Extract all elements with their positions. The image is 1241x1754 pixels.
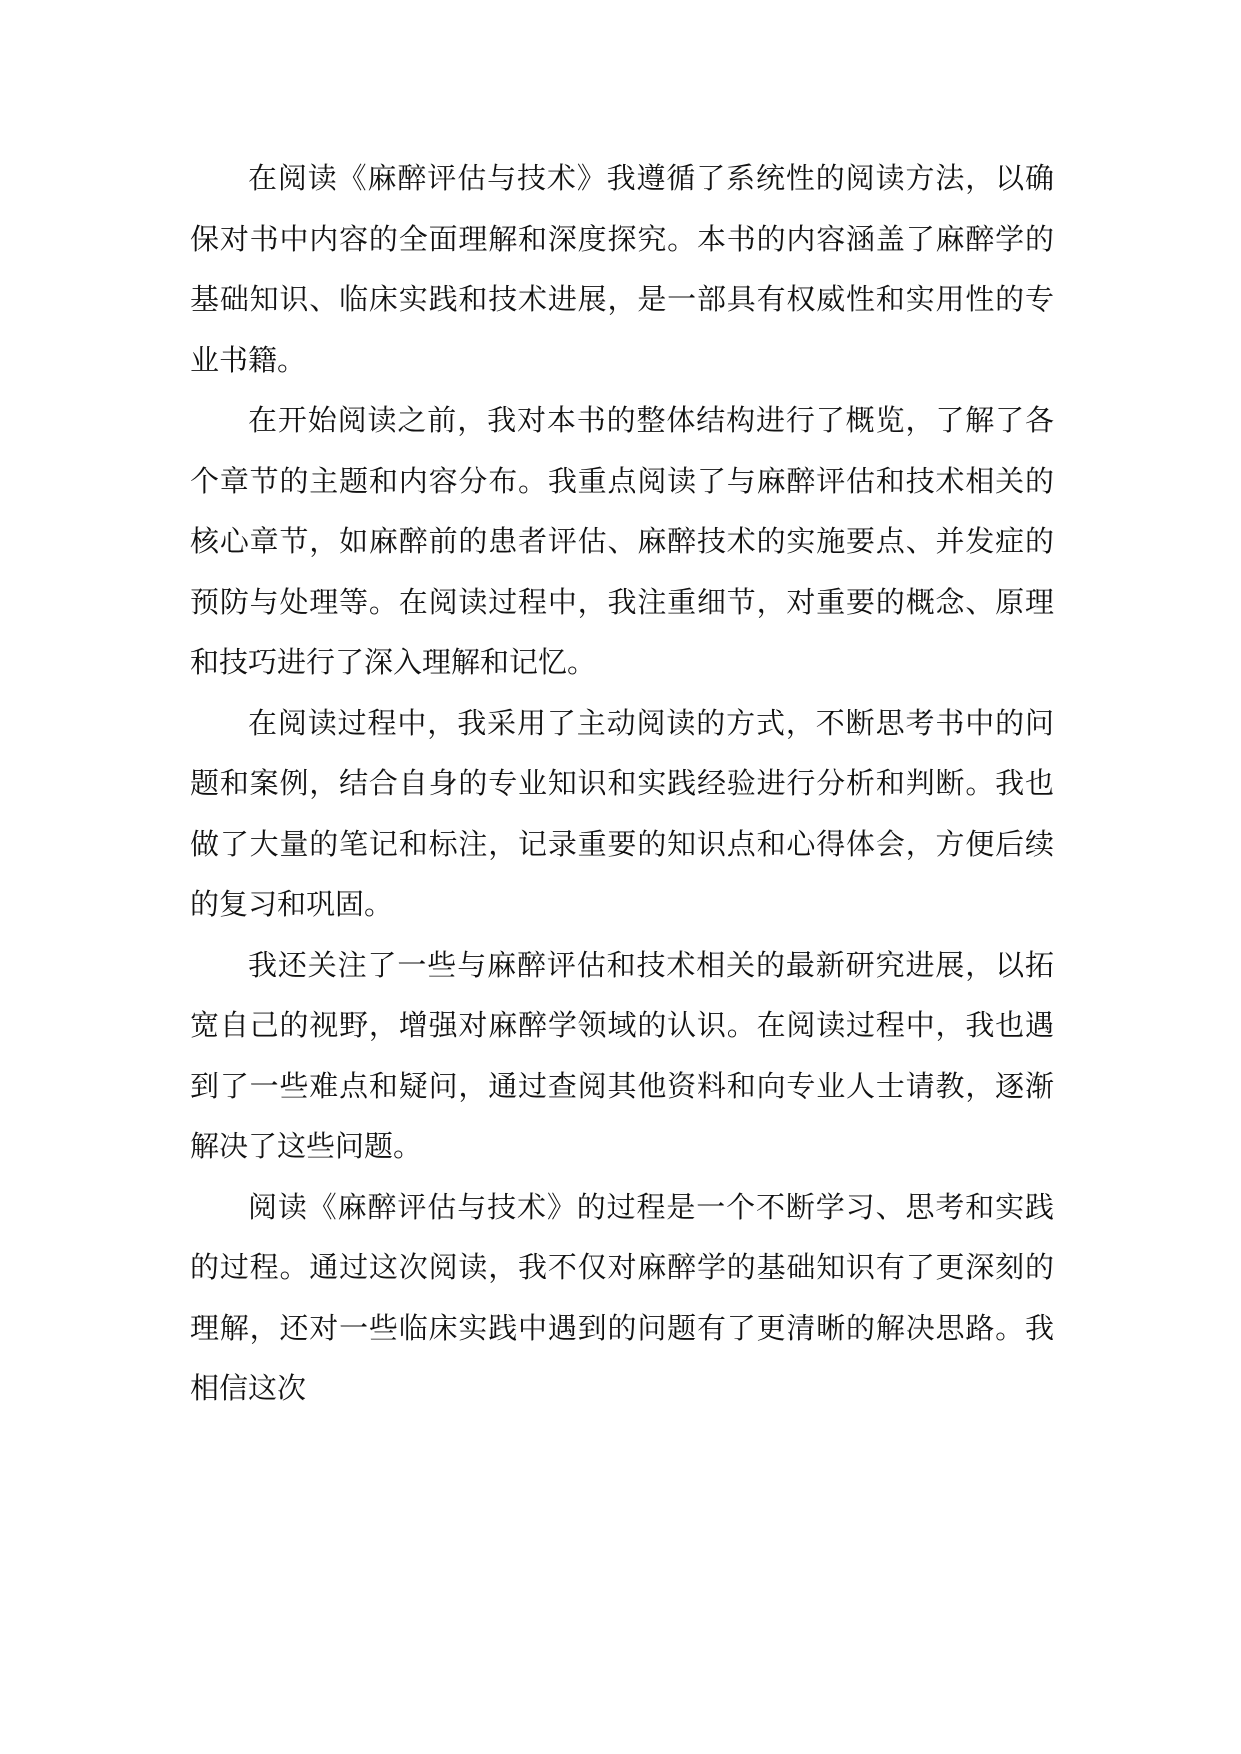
- paragraph-1: 在阅读《麻醉评估与技术》我遵循了系统性的阅读方法，以确保对书中内容的全面理解和深度探究。本书的内容涵盖了麻醉学的基础知识、临床实践和技术进展，是一部具有权威性和实用性的专业书籍。: [190, 161, 1054, 377]
- paragraph-3: 在阅读过程中，我采用了主动阅读的方式，不断思考书中的问题和案例，结合自身的专业知识和实践经验进行分析和判断。我也做了大量的笔记和标注，记录重要的知识点和心得体会，方便后续的复习和巩固。: [190, 705, 1054, 921]
- document-body: [190, 148, 1054, 1419]
- paragraph-4: 我还关注了一些与麻醉评估和技术相关的最新研究进展，以拓宽自己的视野，增强对麻醉学领域的认识。在阅读过程中，我也遇到了一些难点和疑问，通过查阅其他资料和向专业人士请教，逐渐解决了这些问题。: [190, 947, 1054, 1163]
- paragraph-5: 阅读《麻醉评估与技术》的过程是一个不断学习、思考和实践的过程。通过这次阅读，我不仅对麻醉学的基础知识有了更深刻的理解，还对一些临床实践中遇到的问题有了更清晰的解决思路。我相信这次: [190, 1189, 1054, 1405]
- paragraph-2: 在开始阅读之前，我对本书的整体结构进行了概览，了解了各个章节的主题和内容分布。我重点阅读了与麻醉评估和技术相关的核心章节，如麻醉前的患者评估、麻醉技术的实施要点、并发症的预防与处理等。在阅读过程中，我注重细节，对重要的概念、原理和技巧进行了深入理解和记忆。: [190, 403, 1054, 679]
